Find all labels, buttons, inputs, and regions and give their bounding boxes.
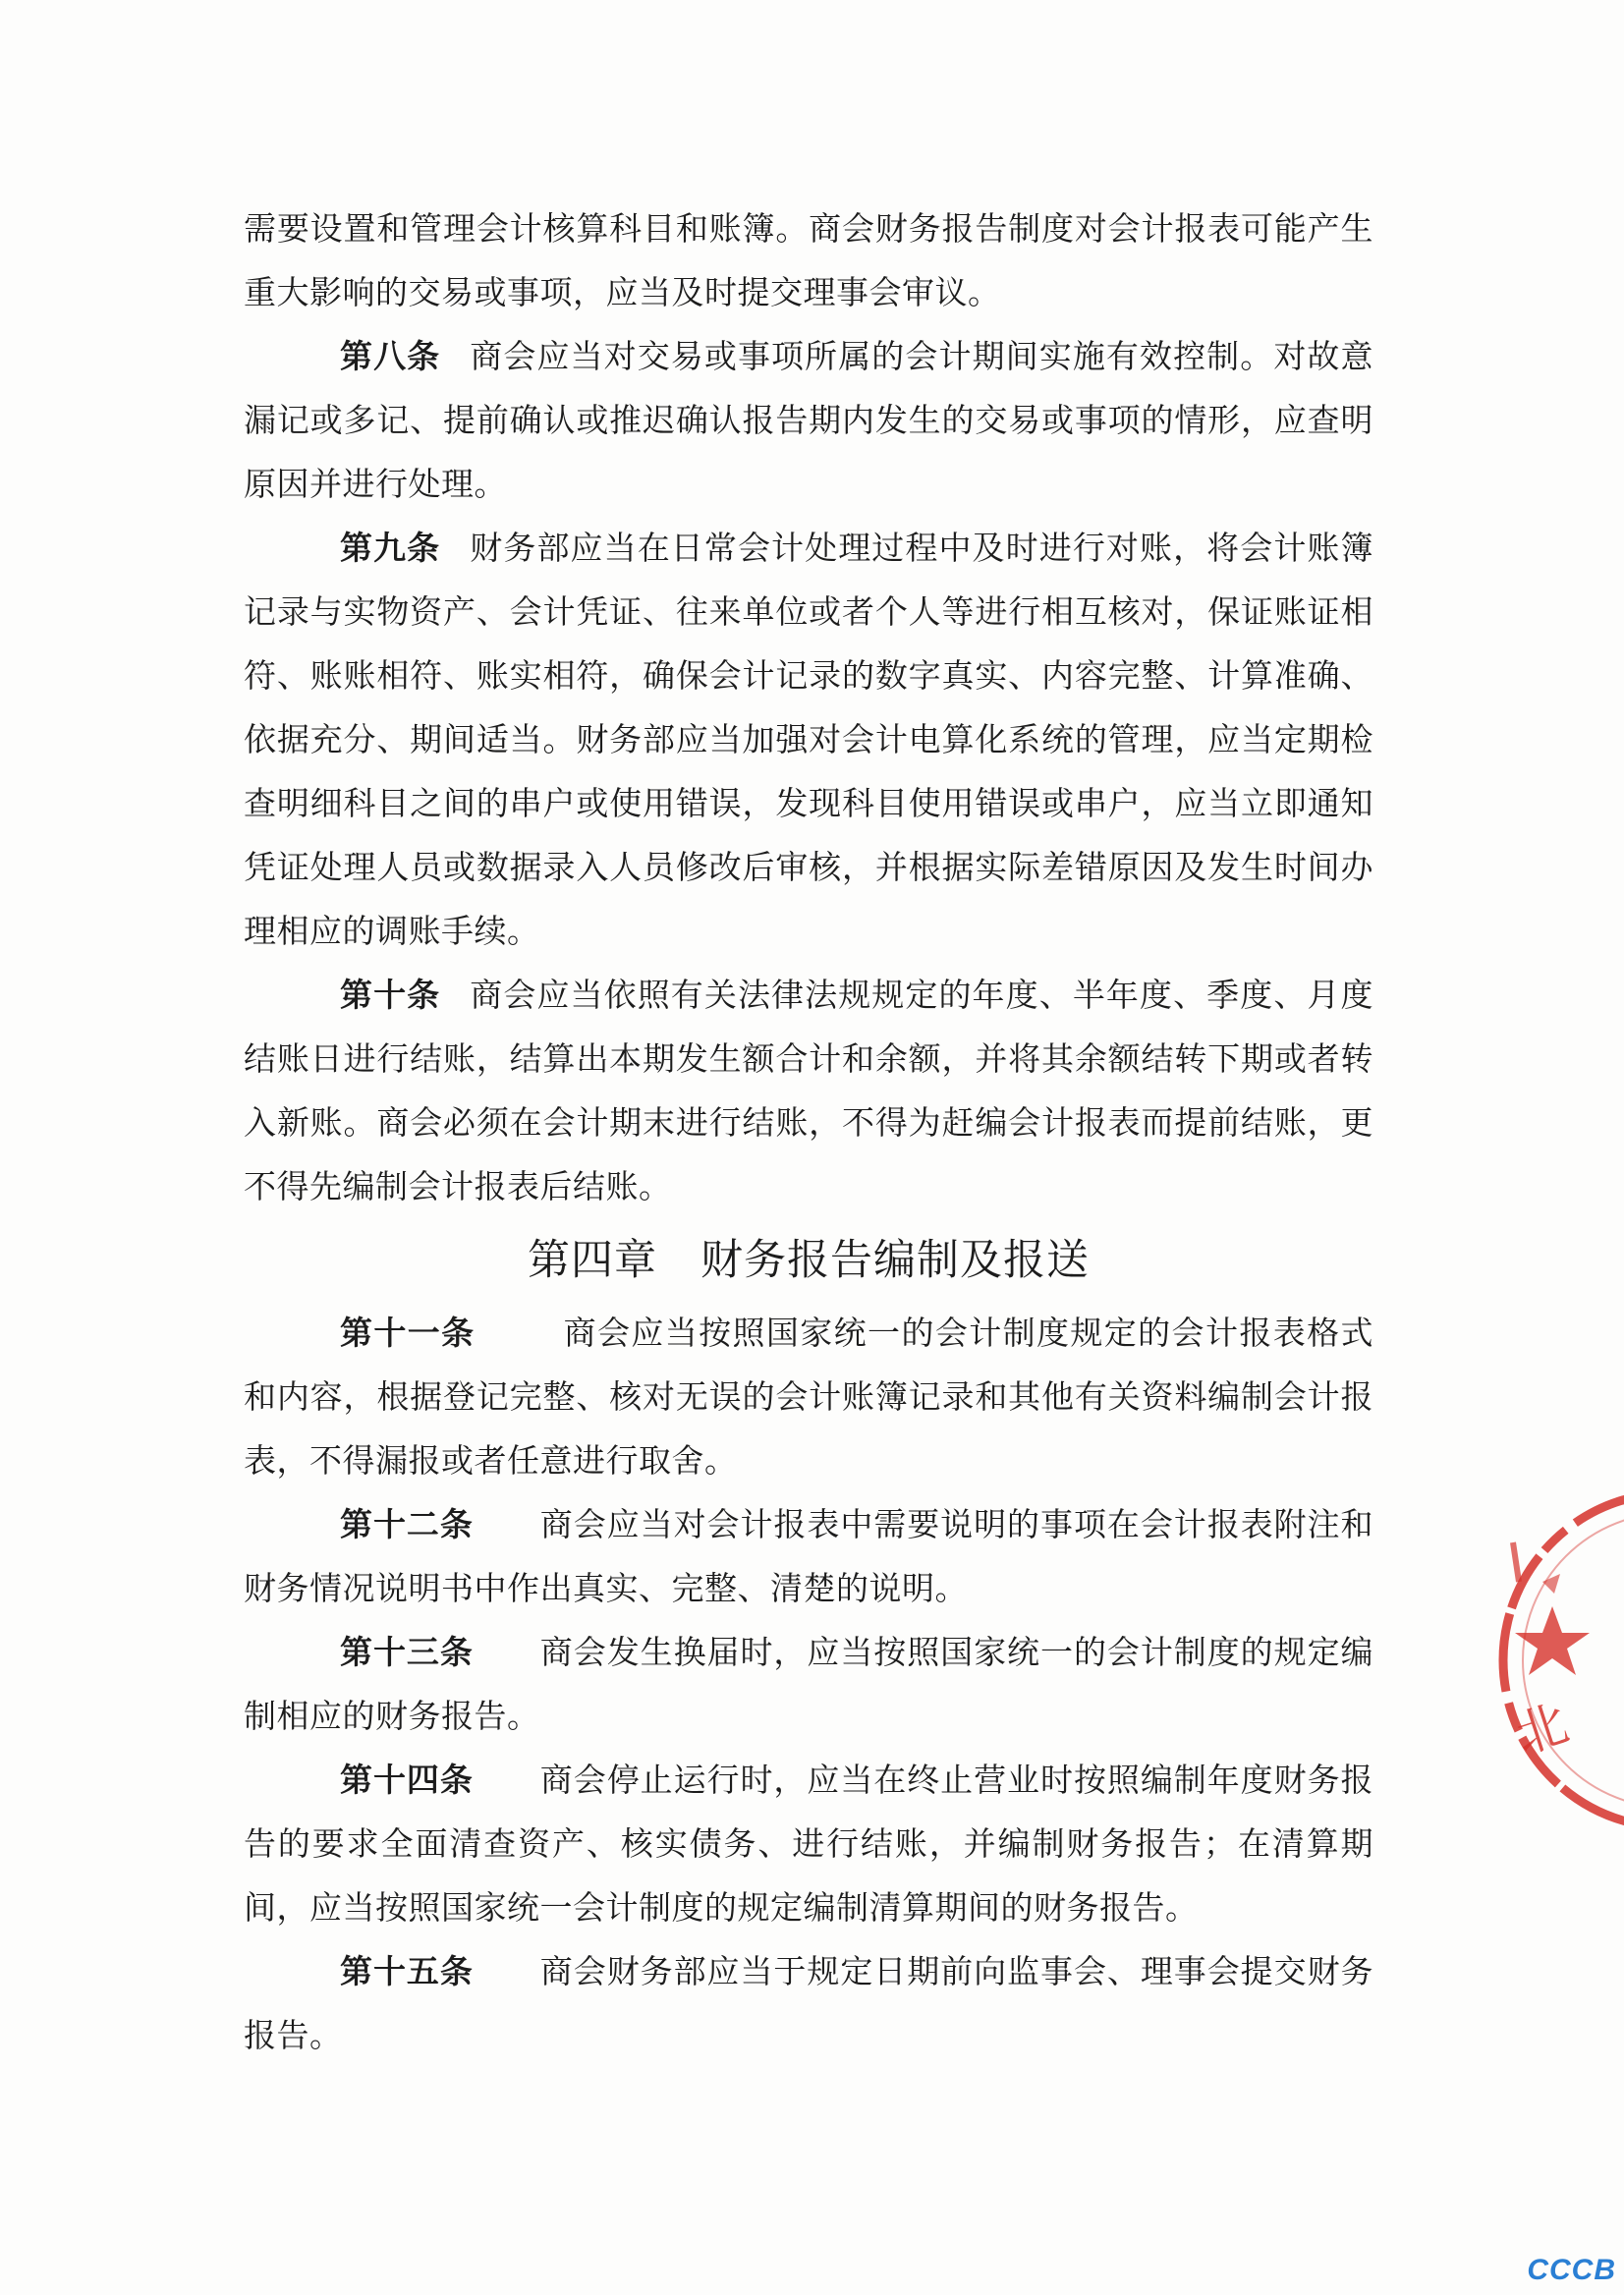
article-13 — [244, 1620, 1373, 1748]
article-text: 商会应当按照国家统一的会计制度规定的会计报表格式和内容，根据登记完整、核对无误的会计账簿记录和其他有关资料编制会计报表，不得漏报或者任意进行取舍。 — [244, 1314, 1374, 1480]
cccb-logo: CCCB — [1527, 2254, 1616, 2286]
article-text: 商会应当对会计报表中需要说明的事项在会计报表附注和财务情况说明书中作出真实、完整、清楚的说明。 — [244, 1505, 1374, 1607]
article-text: 商会财务部应当于规定日期前向监事会、理事会提交财务报告。 — [244, 1952, 1374, 2054]
article-number: 第十五条 — [340, 1952, 474, 1990]
article-12 — [244, 1492, 1373, 1620]
chapter-heading — [244, 1226, 1373, 1295]
article-number: 第九条 — [340, 529, 441, 567]
article-text: 商会停止运行时，应当在终止营业时按照编制年度财务报告的要求全面清查资产、核实债务、进行结账，并编制财务报告；在清算期间，应当按照国家统一会计制度的规定编制清算期间的财务报告。 — [244, 1761, 1374, 1927]
article-10 — [244, 963, 1373, 1218]
paragraph-continuation — [244, 196, 1373, 324]
chapter-title: 财务报告编制及报送 — [700, 1236, 1090, 1285]
chapter-number: 第四章 — [528, 1236, 657, 1285]
article-text: 财务部应当在日常会计处理过程中及时进行对账，将会计账簿记录与实物资产、会计凭证、往来单位或者个人等进行相互核对，保证账证相符、账账相符、账实相符，确保会计记录的数字真实、内容完整、计算准确、依据充分、期间适当。财务部应当加强对会计电算化系统的管理，应当定期检查明细科目之间的串户或使用错误，发现科目使用错误或串户，应当立即通知凭证处理人员或数据录入人员修改后审核，并根据实际差错原因及发生时间办理相应的调账手续。 — [244, 529, 1374, 950]
seal-glyph: 北 — [1508, 1694, 1576, 1766]
article-number: 第十四条 — [340, 1761, 474, 1799]
article-15 — [244, 1939, 1373, 2067]
article-11 — [244, 1301, 1373, 1492]
document-body — [244, 196, 1373, 2067]
article-14 — [244, 1748, 1373, 1939]
article-number: 第十二条 — [340, 1505, 474, 1543]
article-number: 第十条 — [340, 976, 441, 1014]
red-seal-stamp — [1484, 1483, 1624, 1837]
article-text: 商会应当依照有关法律法规规定的年度、半年度、季度、月度结账日进行结账，结算出本期发生额合计和余额，并将其余额结转下期或者转入新账。商会必须在会计期末进行结账，不得为赶编会计报表而提前结账，更不得先编制会计报表后结账。 — [244, 976, 1374, 1205]
paragraph-text: 需要设置和管理会计核算科目和账簿。商会财务报告制度对会计报表可能产生重大影响的交易或事项，应当及时提交理事会审议。 — [244, 209, 1373, 311]
article-9 — [244, 516, 1373, 963]
article-number: 第十一条 — [340, 1314, 476, 1352]
article-text: 商会应当对交易或事项所属的会计期间实施有效控制。对故意漏记或多记、提前确认或推迟确认报告期内发生的交易或事项的情形，应查明原因并进行处理。 — [244, 337, 1374, 503]
article-number: 第十三条 — [340, 1633, 474, 1671]
article-text: 商会发生换届时，应当按照国家统一的会计制度的规定编制相应的财务报告。 — [244, 1633, 1374, 1735]
article-number: 第八条 — [340, 337, 441, 375]
article-8 — [244, 324, 1373, 516]
